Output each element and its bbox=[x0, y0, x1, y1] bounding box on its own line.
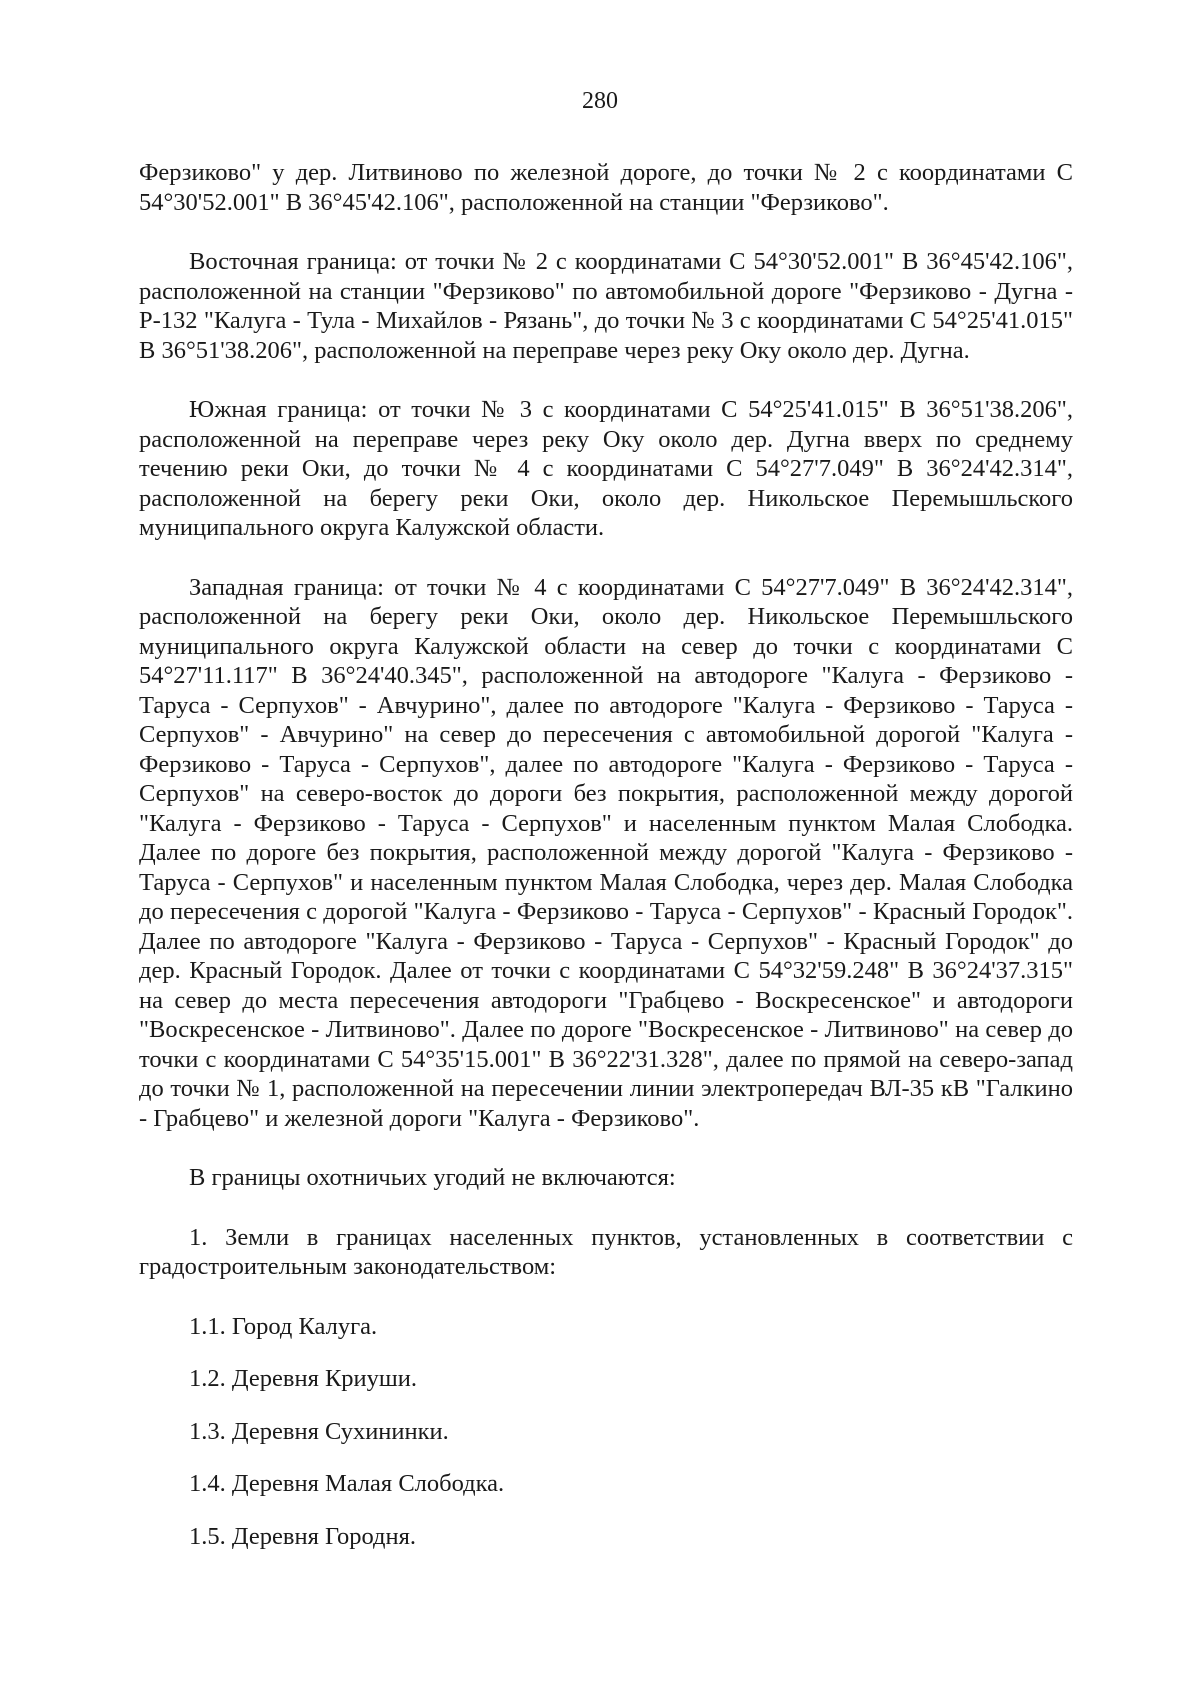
paragraph-north-boundary-end: Ферзиково" у дер. Литвиново по железной дороге, до точки № 2 с координатами С 54°30'52.001" В 36°45'42.106", расположенной на станции "Ферзиково". bbox=[139, 159, 1073, 216]
list-item: 1.1. Город Калуга. bbox=[189, 1312, 378, 1340]
list-item: 1.5. Деревня Городня. bbox=[189, 1522, 416, 1550]
paragraph-south-boundary: Южная граница: от точки № 3 с координатами С 54°25'41.015" В 36°51'38.206", расположенной на переправе через реку Оку около дер. Дугна вверх по среднему течению реки Оки, до точки № 4 с координатами С 54°27'7.049" В 36°24'42.314", расположенной на берегу реки Оки, около дер. Никольское Перемышльского муниципального округа Калужской области. bbox=[139, 396, 1073, 541]
list-item: 1.2. Деревня Криуши. bbox=[189, 1365, 418, 1392]
list-item: 1.4. Деревня Малая Слободка. bbox=[189, 1470, 505, 1497]
settlement-list bbox=[139, 1312, 1073, 1552]
paragraph-exclusions-heading: В границы охотничьих угодий не включаются: bbox=[189, 1164, 676, 1191]
list-item: 1.3. Деревня Сухининки. bbox=[189, 1417, 449, 1445]
page-number: 280 bbox=[582, 88, 618, 114]
paragraph-east-boundary: Восточная граница: от точки № 2 с координатами С 54°30'52.001" В 36°45'42.106", расположенной на станции "Ферзиково" по автомобильной дороге "Ферзиково - Дугна - Р-132 "Калуга - Тула - Михайлов - Рязань", до точки № 3 с координатами С 54°25'41.015" В 36°51'38.206", расположенной на переправе через реку Оку около дер. Дугна. bbox=[139, 248, 1073, 364]
paragraph-west-boundary: Западная граница: от точки № 4 с координатами С 54°27'7.049" В 36°24'42.314", расположенной на берегу реки Оки, около дер. Никольское Перемышльского муниципального округа Калужской области на север до точки с координатами С 54°27'11.117" В 36°24'40.345", расположенной на автодороге "Калуга - Ферзиково - Таруса - Серпухов" - Авчурино", далее по автодороге "Калуга - Ферзиково - Таруса - Серпухов" - Авчурино" на север до пересечения с автомобильной дорогой "Калуга - Ферзиково - Таруса - Серпухов", далее по автодороге "Калуга - Ферзиково - Таруса - Серпухов" на северо-восток до дороги без покрытия, расположенной между дорогой "Калуга - Ферзиково - Таруса - Серпухов" и населенным пунктом Малая Слободка. Далее по дороге без покрытия, расположенной между дорогой "Калуга - Ферзиково - Таруса - Серпухов" и населенным пунктом Малая Слободка, через дер. Малая Слободка до пересечения с дорогой "Калуга - Ферзиково - Таруса - Серпухов" - Красный Городок". Далее по автодороге "Калуга - Ферзиково - Таруса - Серпухов" - Красный Городок" до дер. Красный Городок. Далее от точки с координатами С 54°32'59.248" В 36°24'37.315" на север до места пересечения автодороги "Грабцево - Воскресенское" и автодороги "Воскресенское - Литвиново". Далее по дороге "Воскресенское - Литвиново" на север до точки с координатами С 54°35'15.001" В 36°22'31.328", далее по прямой на северо-запад до точки № 1, расположенной на пересечении линии электропередач ВЛ-35 кВ "Галкино - Грабцево" и железной дороги "Калуга - Ферзиково". bbox=[139, 573, 1073, 1132]
document-body bbox=[139, 158, 1073, 1574]
paragraph-settlement-lands: 1. Земли в границах населенных пунктов, установленных в соответствии с градостроительным законодательством: bbox=[139, 1223, 1073, 1280]
